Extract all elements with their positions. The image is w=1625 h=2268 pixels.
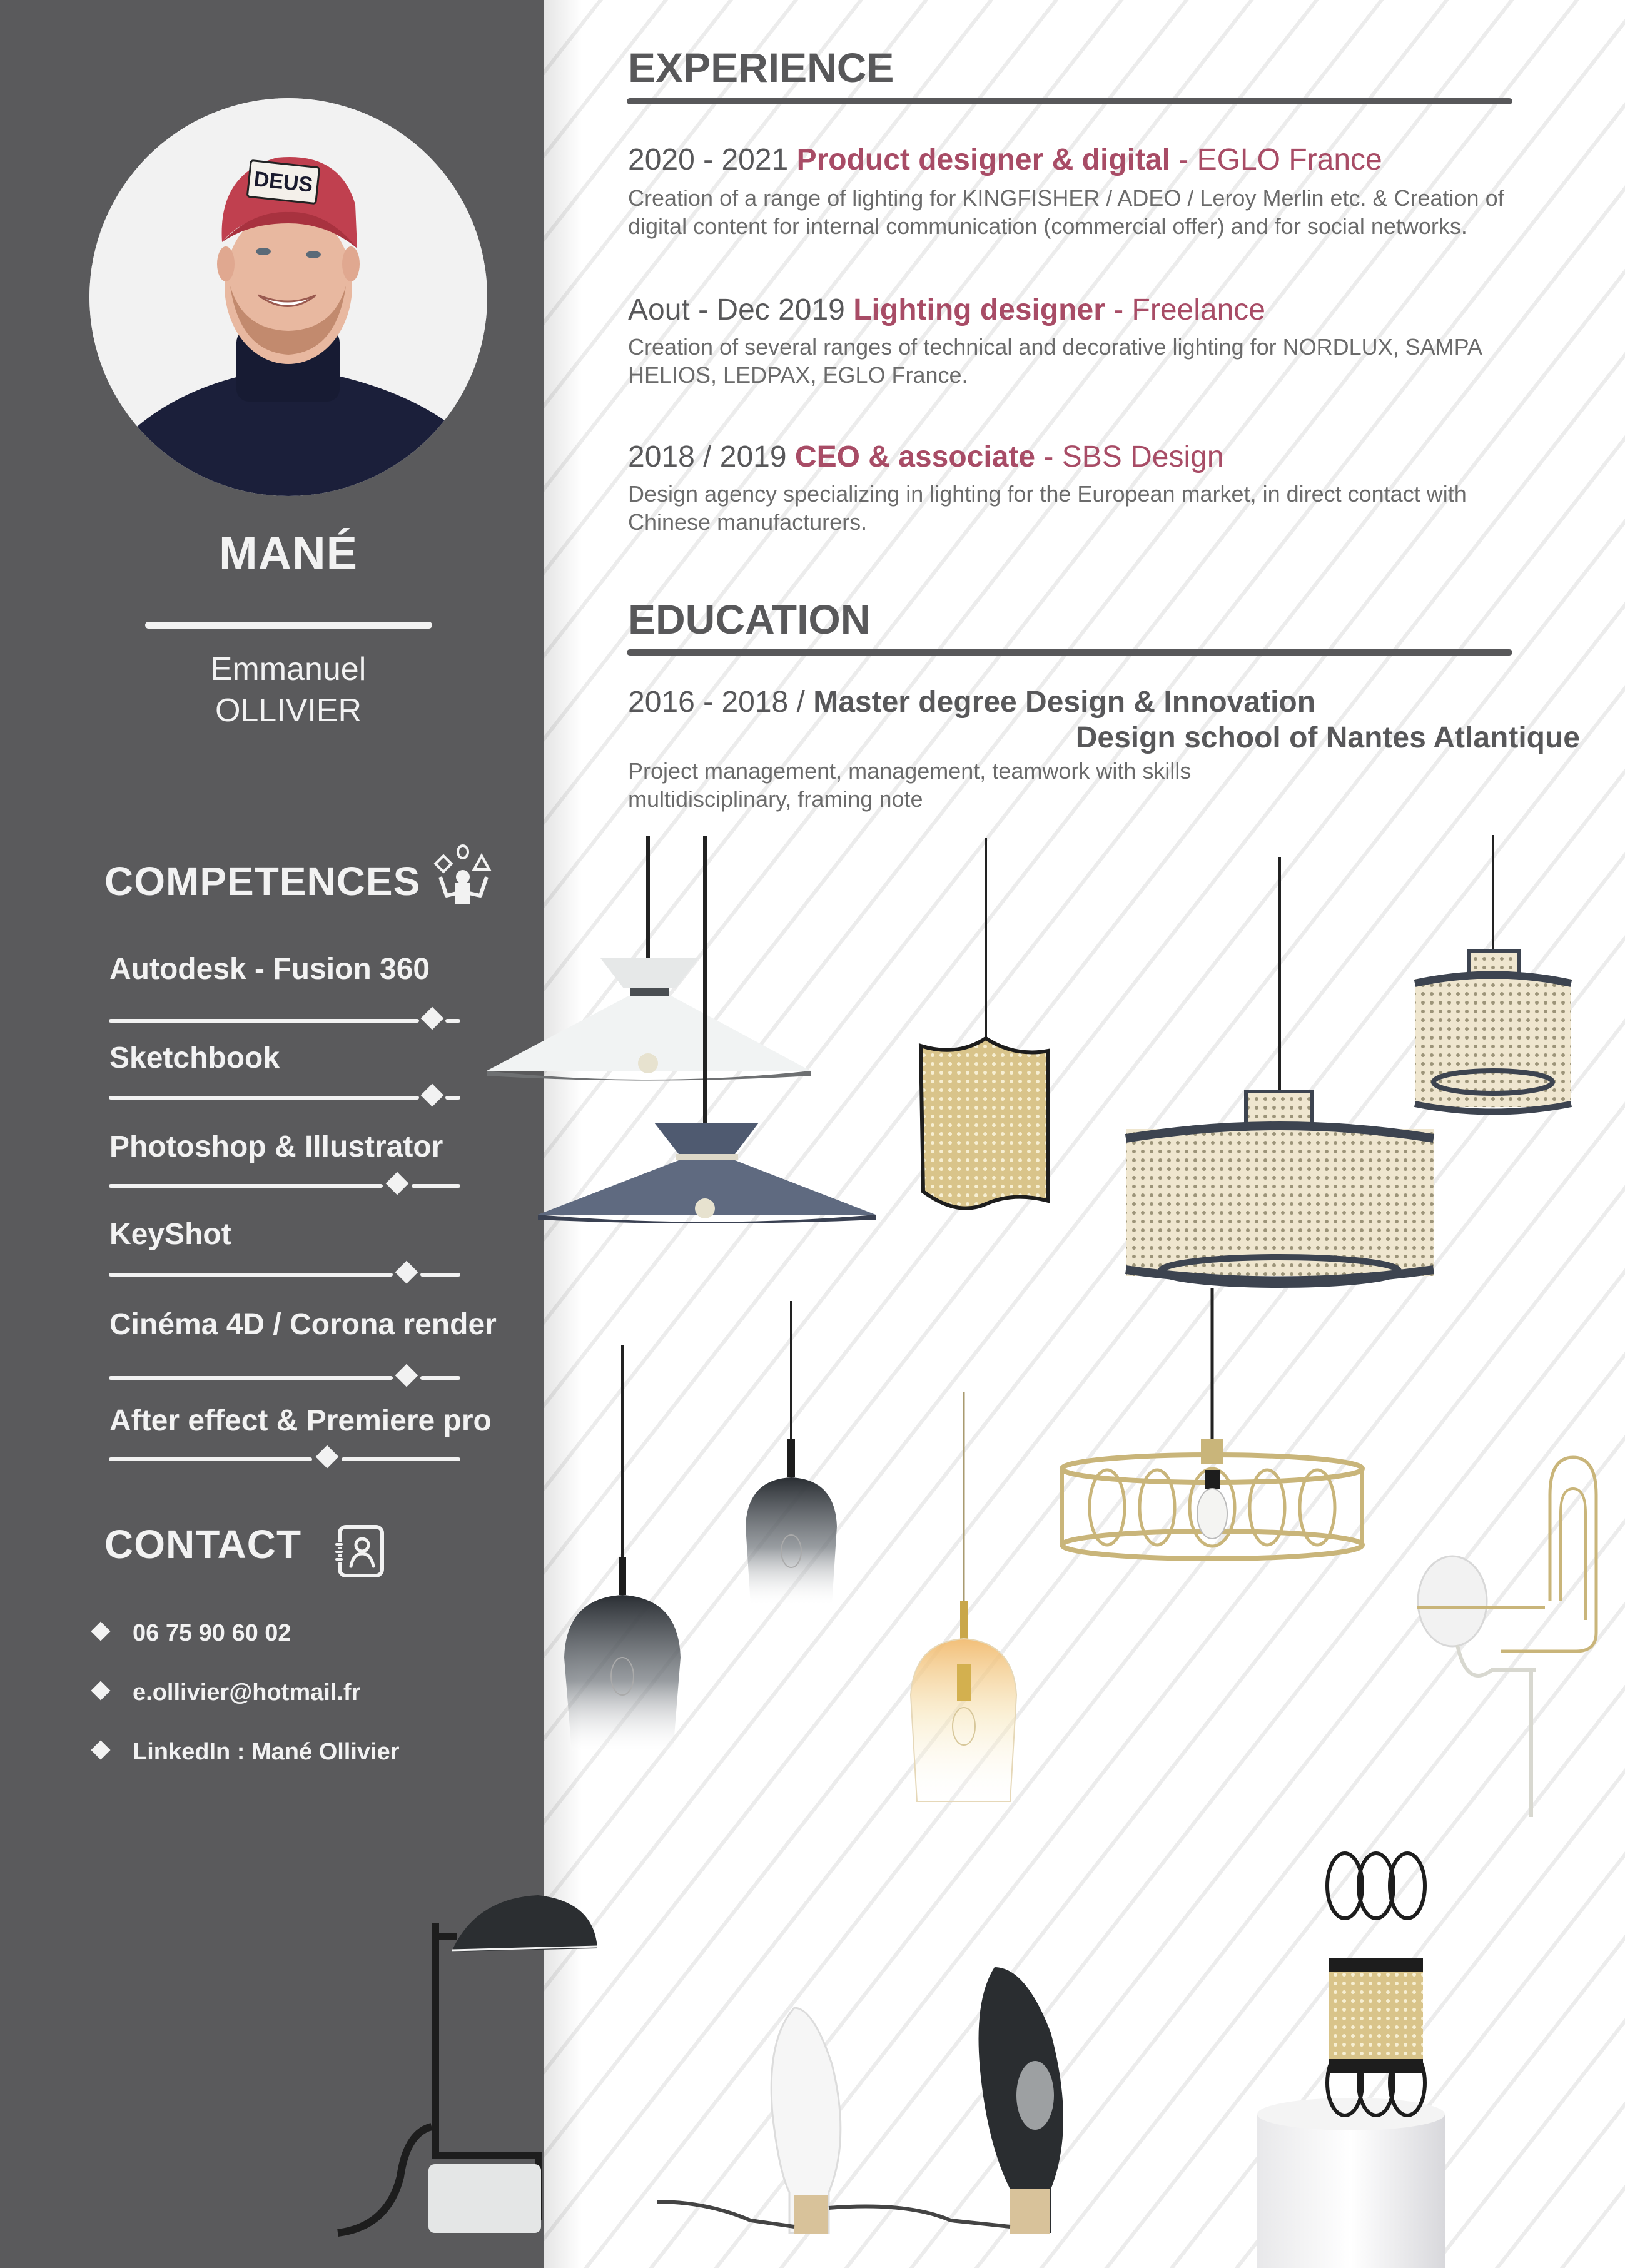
- contact-email[interactable]: [94, 1679, 360, 1706]
- contact-email-text: e.ollivier@hotmail.fr: [133, 1679, 361, 1706]
- pendant-cane-wavy: [921, 838, 1048, 1208]
- skill-bar-rest: [420, 1273, 460, 1277]
- entry-company: - SBS Design: [1035, 440, 1224, 473]
- skill-bar-rest: [445, 1096, 460, 1100]
- experience-divider: [627, 98, 1512, 104]
- skill-bar-rest: [342, 1457, 460, 1461]
- last-name: OLLIVIER: [215, 692, 362, 729]
- name-divider: [145, 622, 432, 629]
- svg-text:DEUS: DEUS: [253, 167, 314, 197]
- name-nickname: MANÉ: [219, 527, 358, 579]
- skill-level-slider: [109, 1173, 460, 1198]
- experience-entry-description: Creation of a range of lighting for KINGFISHER / ADEO / Leroy Merlin etc. & Creation of digital content for internal communication (commercial offer) and for social networks.: [628, 185, 1504, 239]
- experience-entry-title: [628, 143, 1382, 177]
- table-lamp-black: [829, 1967, 1063, 2234]
- skill-level-slider: [109, 1447, 460, 1472]
- skill-level-knob: [421, 1084, 444, 1107]
- experience-entry-description: Design agency specializing in lighting for the European market, in direct contact with Chinese manufacturers.: [628, 481, 1467, 535]
- education-school: Design school of Nantes Atlantique: [1075, 721, 1580, 754]
- profile-photo: [89, 98, 487, 496]
- experience-entry-title: [628, 293, 1265, 327]
- pendant-blue-pleated: [538, 836, 876, 1223]
- contact-heading: CONTACT: [104, 1522, 302, 1567]
- entry-role: Product designer & digital: [796, 143, 1170, 176]
- competences-heading: COMPETENCES: [104, 859, 421, 904]
- diamond-bullet-icon: [91, 1740, 110, 1759]
- first-name: Emmanuel: [210, 651, 367, 687]
- skill-label: Photoshop & Illustrator: [109, 1130, 443, 1163]
- contact-book-icon: [335, 1525, 385, 1577]
- pendant-amber-glass: [911, 1392, 1016, 1801]
- skill-bar-filled: [109, 1376, 393, 1380]
- skill-bar-filled: [109, 1273, 393, 1277]
- skill-label: After effect & Premiere pro: [109, 1404, 492, 1437]
- education-divider: [627, 649, 1512, 656]
- entry-date: 2016 - 2018 /: [628, 686, 805, 719]
- diamond-bullet-icon: [91, 1681, 110, 1700]
- experience-heading: EXPERIENCE: [628, 44, 894, 91]
- table-lamp-white: [657, 2008, 841, 2234]
- skill-label: KeyShot: [109, 1218, 231, 1251]
- skill-level-knob: [395, 1364, 418, 1387]
- skill-bar-filled: [109, 1019, 419, 1023]
- entry-company: - Freelance: [1105, 293, 1265, 327]
- wall-sconce-gold: [1417, 1457, 1596, 1817]
- entry-role: CEO & associate: [794, 440, 1036, 473]
- pendant-cane-large-drum: [1126, 857, 1434, 1285]
- juggler-icon: [432, 844, 494, 907]
- skill-bar-filled: [109, 1096, 419, 1100]
- avatar: [89, 98, 487, 496]
- skill-level-knob: [421, 1007, 444, 1030]
- skill-level-slider: [109, 1262, 460, 1287]
- entry-degree: Master degree Design & Innovation: [804, 686, 1316, 719]
- experience-entry-description: Creation of several ranges of technical and decorative lighting for NORDLUX, SAMPA HELIOS, LEDPAX, EGLO France.: [628, 334, 1482, 388]
- skill-level-knob: [316, 1445, 339, 1469]
- skill-level-knob: [386, 1172, 409, 1195]
- diamond-bullet-icon: [91, 1621, 110, 1641]
- skill-bar-rest: [412, 1184, 460, 1188]
- skill-label: Autodesk - Fusion 360: [109, 953, 430, 986]
- education-heading: EDUCATION: [628, 596, 871, 642]
- education-entry-description: Project management, management, teamwork with skills multidisciplinary, framing note: [628, 758, 1192, 812]
- skill-level-slider: [109, 1085, 460, 1110]
- skill-bar-filled: [109, 1184, 383, 1188]
- skill-label: Cinéma 4D / Corona render: [109, 1308, 497, 1341]
- skill-level-slider: [109, 1008, 460, 1033]
- skill-bar-rest: [445, 1019, 460, 1023]
- skill-bar-rest: [420, 1376, 460, 1380]
- contact-linkedin[interactable]: [94, 1739, 400, 1766]
- contact-phone[interactable]: [94, 1620, 291, 1647]
- skill-level-slider: [109, 1365, 460, 1390]
- pendant-gold-cage: [1062, 1288, 1362, 1559]
- pendant-smoked-glass-small: [746, 1301, 837, 1604]
- contact-linkedin-text: LinkedIn : Mané Ollivier: [133, 1739, 400, 1765]
- entry-role: Lighting designer: [853, 293, 1105, 327]
- table-lamp-cane-column: [1257, 1853, 1445, 2268]
- entry-date: 2018 / 2019: [628, 440, 787, 473]
- skill-bar-filled: [109, 1457, 312, 1461]
- entry-company: - EGLO France: [1170, 143, 1382, 176]
- experience-entry-title: [628, 440, 1224, 474]
- contact-phone-text: 06 75 90 60 02: [133, 1620, 291, 1646]
- pendant-cane-small-drum: [1415, 835, 1571, 1112]
- entry-date: Aout - Dec 2019: [628, 293, 845, 327]
- skill-level-knob: [395, 1261, 418, 1284]
- sidebar-shadow: [544, 0, 582, 2268]
- skill-label: Sketchbook: [109, 1041, 280, 1075]
- entry-date: 2020 - 2021: [628, 143, 789, 176]
- education-entry-title: [628, 685, 1315, 719]
